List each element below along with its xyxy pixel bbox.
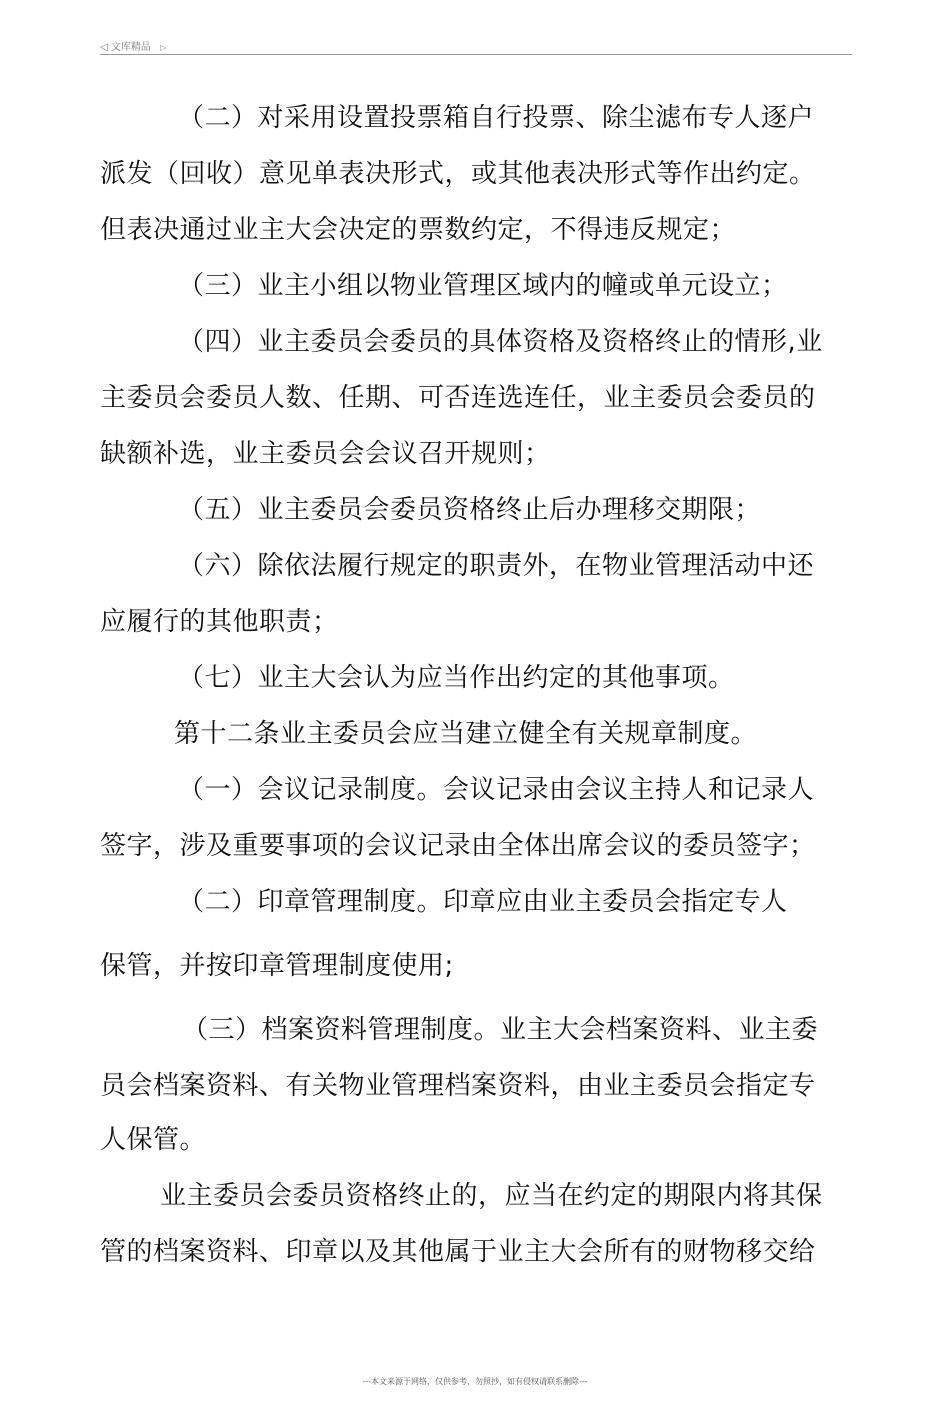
page-footer: ---本文来源于网络，仅供参考，勿照抄，如有侵权请联系删除--- (362, 1377, 588, 1386)
text-line: 但表决通过业主大会决定的票数约定，不得违反规定； (100, 215, 737, 245)
text-line: （二）对采用设置投票箱自行投票、除尘滤布专人逐户 (178, 103, 815, 133)
text-line: 签字，涉及重要事项的会议记录由全体出席会议的委员签字； (100, 831, 816, 861)
text-line: （四）业主委员会委员的具体资格及资格终止的情形,业 (178, 327, 823, 357)
text-line: （二）印章管理制度。印章应由业主委员会指定专人 (178, 887, 788, 917)
header-right-mark: ▷ (160, 43, 167, 52)
text-line: 派发（回收）意见单表决形式，或其他表决形式等作出约定。 (100, 159, 816, 189)
text-line: （六）除依法履行规定的职责外，在物业管理活动中还 (178, 551, 815, 581)
text-line: （三）业主小组以物业管理区域内的幢或单元设立； (178, 271, 788, 301)
text-line: 第十二条业主委员会应当建立健全有关规章制度。 (174, 719, 758, 749)
text-line: 应履行的其他职责； (100, 607, 339, 637)
text-line: 保管，并按印章管理制度使用; (100, 951, 454, 981)
text-line: （一）会议记录制度。会议记录由会议主持人和记录人 (178, 775, 815, 805)
text-line: （五）业主委员会委员资格终止后办理移交期限； (178, 495, 762, 525)
text-line: 业主委员会委员资格终止的，应当在约定的期限内将其保 (160, 1181, 823, 1211)
text-line: （三）档案资料管理制度。业主大会档案资料、业主委 (182, 1015, 819, 1045)
text-line: 人保管。 (100, 1125, 207, 1155)
page-header (100, 38, 852, 55)
text-line: 主委员会委员人数、任期、可否连选连任，业主委员会委员的 (100, 383, 816, 413)
text-line: 员会档案资料、有关物业管理档案资料，由业主委员会指定专 (100, 1071, 816, 1101)
text-line: 缺额补选，业主委员会会议召开规则； (100, 439, 551, 469)
header-left-mark: ◁ 文库精品 (100, 42, 151, 53)
text-line: （七）业主大会认为应当作出约定的其他事项。 (178, 663, 735, 693)
text-line: 管的档案资料、印章以及其他属于业主大会所有的财物移交给 (100, 1237, 816, 1267)
